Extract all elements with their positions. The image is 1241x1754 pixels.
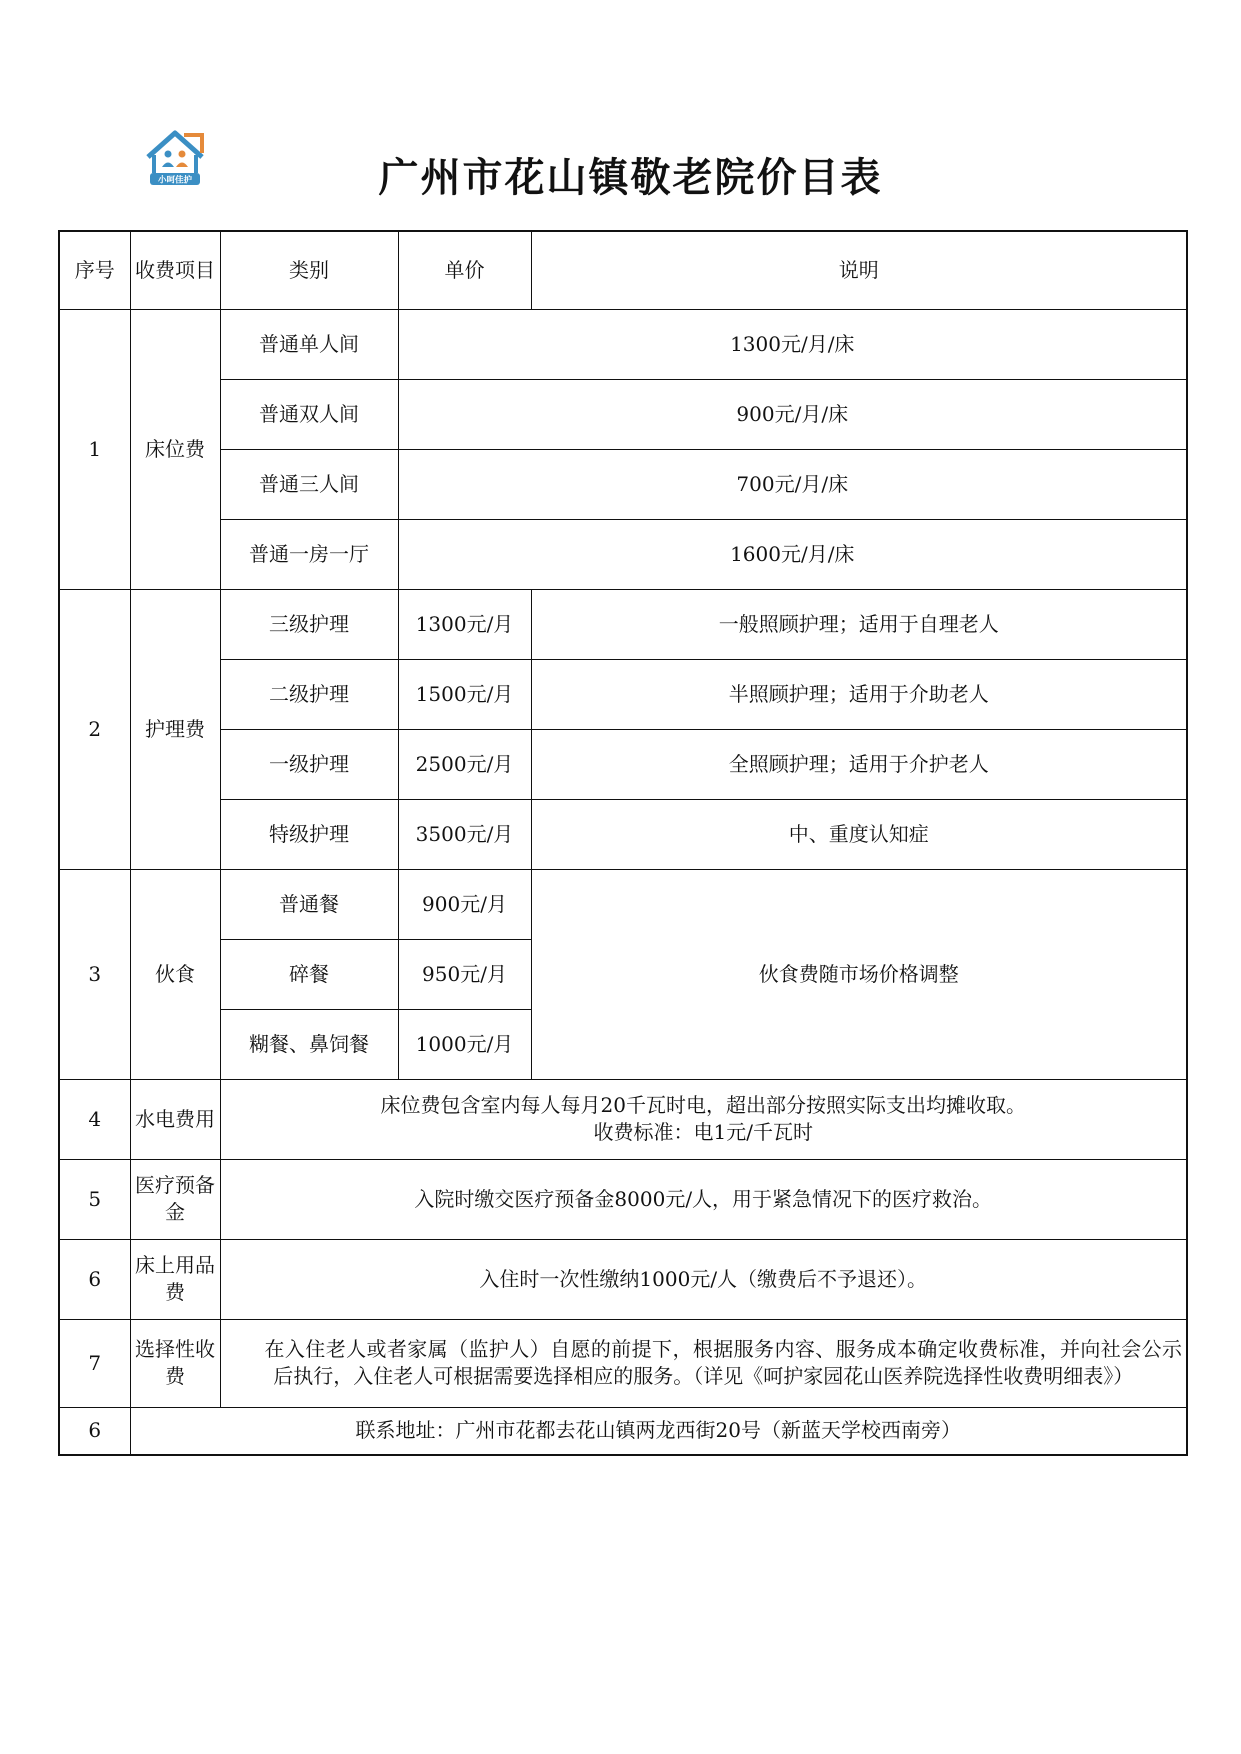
header-row [59, 231, 1187, 309]
row-no: 7 [59, 1319, 130, 1407]
row-desc: 在入住老人或者家属（监护人）自愿的前提下，根据服务内容、服务成本确定收费标准，并向社会公示后执行，入住老人可根据需要选择相应的服务。（详见《呵护家园花山医养院选择性收费明细表》） [220, 1319, 1187, 1407]
row-no: 6 [59, 1239, 130, 1319]
table-row [59, 449, 1187, 519]
row-desc: 伙食费随市场价格调整 [531, 869, 1187, 1079]
row-desc: 中、重度认知症 [531, 799, 1187, 869]
row-price: 3500元/月 [398, 799, 531, 869]
header-item: 收费项目 [130, 231, 220, 309]
row-item: 床上用品费 [130, 1239, 220, 1319]
row-price: 700元/月/床 [398, 449, 1187, 519]
row-no: 1 [59, 309, 130, 589]
row-no: 5 [59, 1159, 130, 1239]
row-category: 三级护理 [220, 589, 398, 659]
table-row [59, 379, 1187, 449]
row-item: 水电费用 [130, 1079, 220, 1159]
row-price: 950元/月 [398, 939, 531, 1009]
row-category: 特级护理 [220, 799, 398, 869]
row-desc: 入院时缴交医疗预备金8000元/人，用于紧急情况下的医疗救治。 [220, 1159, 1187, 1239]
row-category: 一级护理 [220, 729, 398, 799]
row-category: 普通双人间 [220, 379, 398, 449]
table-row [59, 1159, 1187, 1239]
row-category: 普通一房一厅 [220, 519, 398, 589]
row-price: 900元/月 [398, 869, 531, 939]
table-row [59, 1319, 1187, 1407]
header-price: 单价 [398, 231, 531, 309]
table-row [59, 1079, 1187, 1159]
row-price: 1300元/月 [398, 589, 531, 659]
table-row [59, 729, 1187, 799]
table-row [59, 519, 1187, 589]
header-category: 类别 [220, 231, 398, 309]
row-category: 糊餐、鼻饲餐 [220, 1009, 398, 1079]
utility-line-2: 收费标准：电1元/千瓦时 [593, 1120, 813, 1144]
row-category: 碎餐 [220, 939, 398, 1009]
row-no: 3 [59, 869, 130, 1079]
table-row [59, 799, 1187, 869]
row-no: 4 [59, 1079, 130, 1159]
row-item: 选择性收费 [130, 1319, 220, 1407]
table-row [59, 1239, 1187, 1319]
table-row [59, 309, 1187, 379]
row-desc: 入住时一次性缴纳1000元/人（缴费后不予退还）。 [220, 1239, 1187, 1319]
row-item: 护理费 [130, 589, 220, 869]
row-price: 1300元/月/床 [398, 309, 1187, 379]
row-desc: 全照顾护理；适用于介护老人 [531, 729, 1187, 799]
header-no: 序号 [59, 231, 130, 309]
row-price: 1500元/月 [398, 659, 531, 729]
table-row [59, 659, 1187, 729]
row-price: 900元/月/床 [398, 379, 1187, 449]
row-category: 普通单人间 [220, 309, 398, 379]
contact-address: 联系地址：广州市花都去花山镇两龙西街20号（新蓝天学校西南旁） [130, 1407, 1187, 1455]
header-desc: 说明 [531, 231, 1187, 309]
row-category: 普通餐 [220, 869, 398, 939]
utility-line-1: 床位费包含室内每人每月20千瓦时电，超出部分按照实际支出均摊收取。 [380, 1093, 1026, 1117]
row-item: 床位费 [130, 309, 220, 589]
row-price: 1000元/月 [398, 1009, 531, 1079]
row-item: 医疗预备金 [130, 1159, 220, 1239]
table-row [59, 869, 1187, 939]
address-row [59, 1407, 1187, 1455]
price-table [58, 230, 1188, 1456]
row-price: 1600元/月/床 [398, 519, 1187, 589]
row-desc: 半照顾护理；适用于介助老人 [531, 659, 1187, 729]
row-item: 伙食 [130, 869, 220, 1079]
row-price: 2500元/月 [398, 729, 531, 799]
svg-text:小呵佳护: 小呵佳护 [157, 175, 193, 186]
page-title: 广州市花山镇敬老院价目表 [378, 155, 883, 201]
row-no: 2 [59, 589, 130, 869]
row-desc: 一般照顾护理；适用于自理老人 [531, 589, 1187, 659]
row-category: 普通三人间 [220, 449, 398, 519]
row-desc [220, 1079, 1187, 1159]
row-category: 二级护理 [220, 659, 398, 729]
table-row [59, 589, 1187, 659]
row-no: 6 [59, 1407, 130, 1455]
